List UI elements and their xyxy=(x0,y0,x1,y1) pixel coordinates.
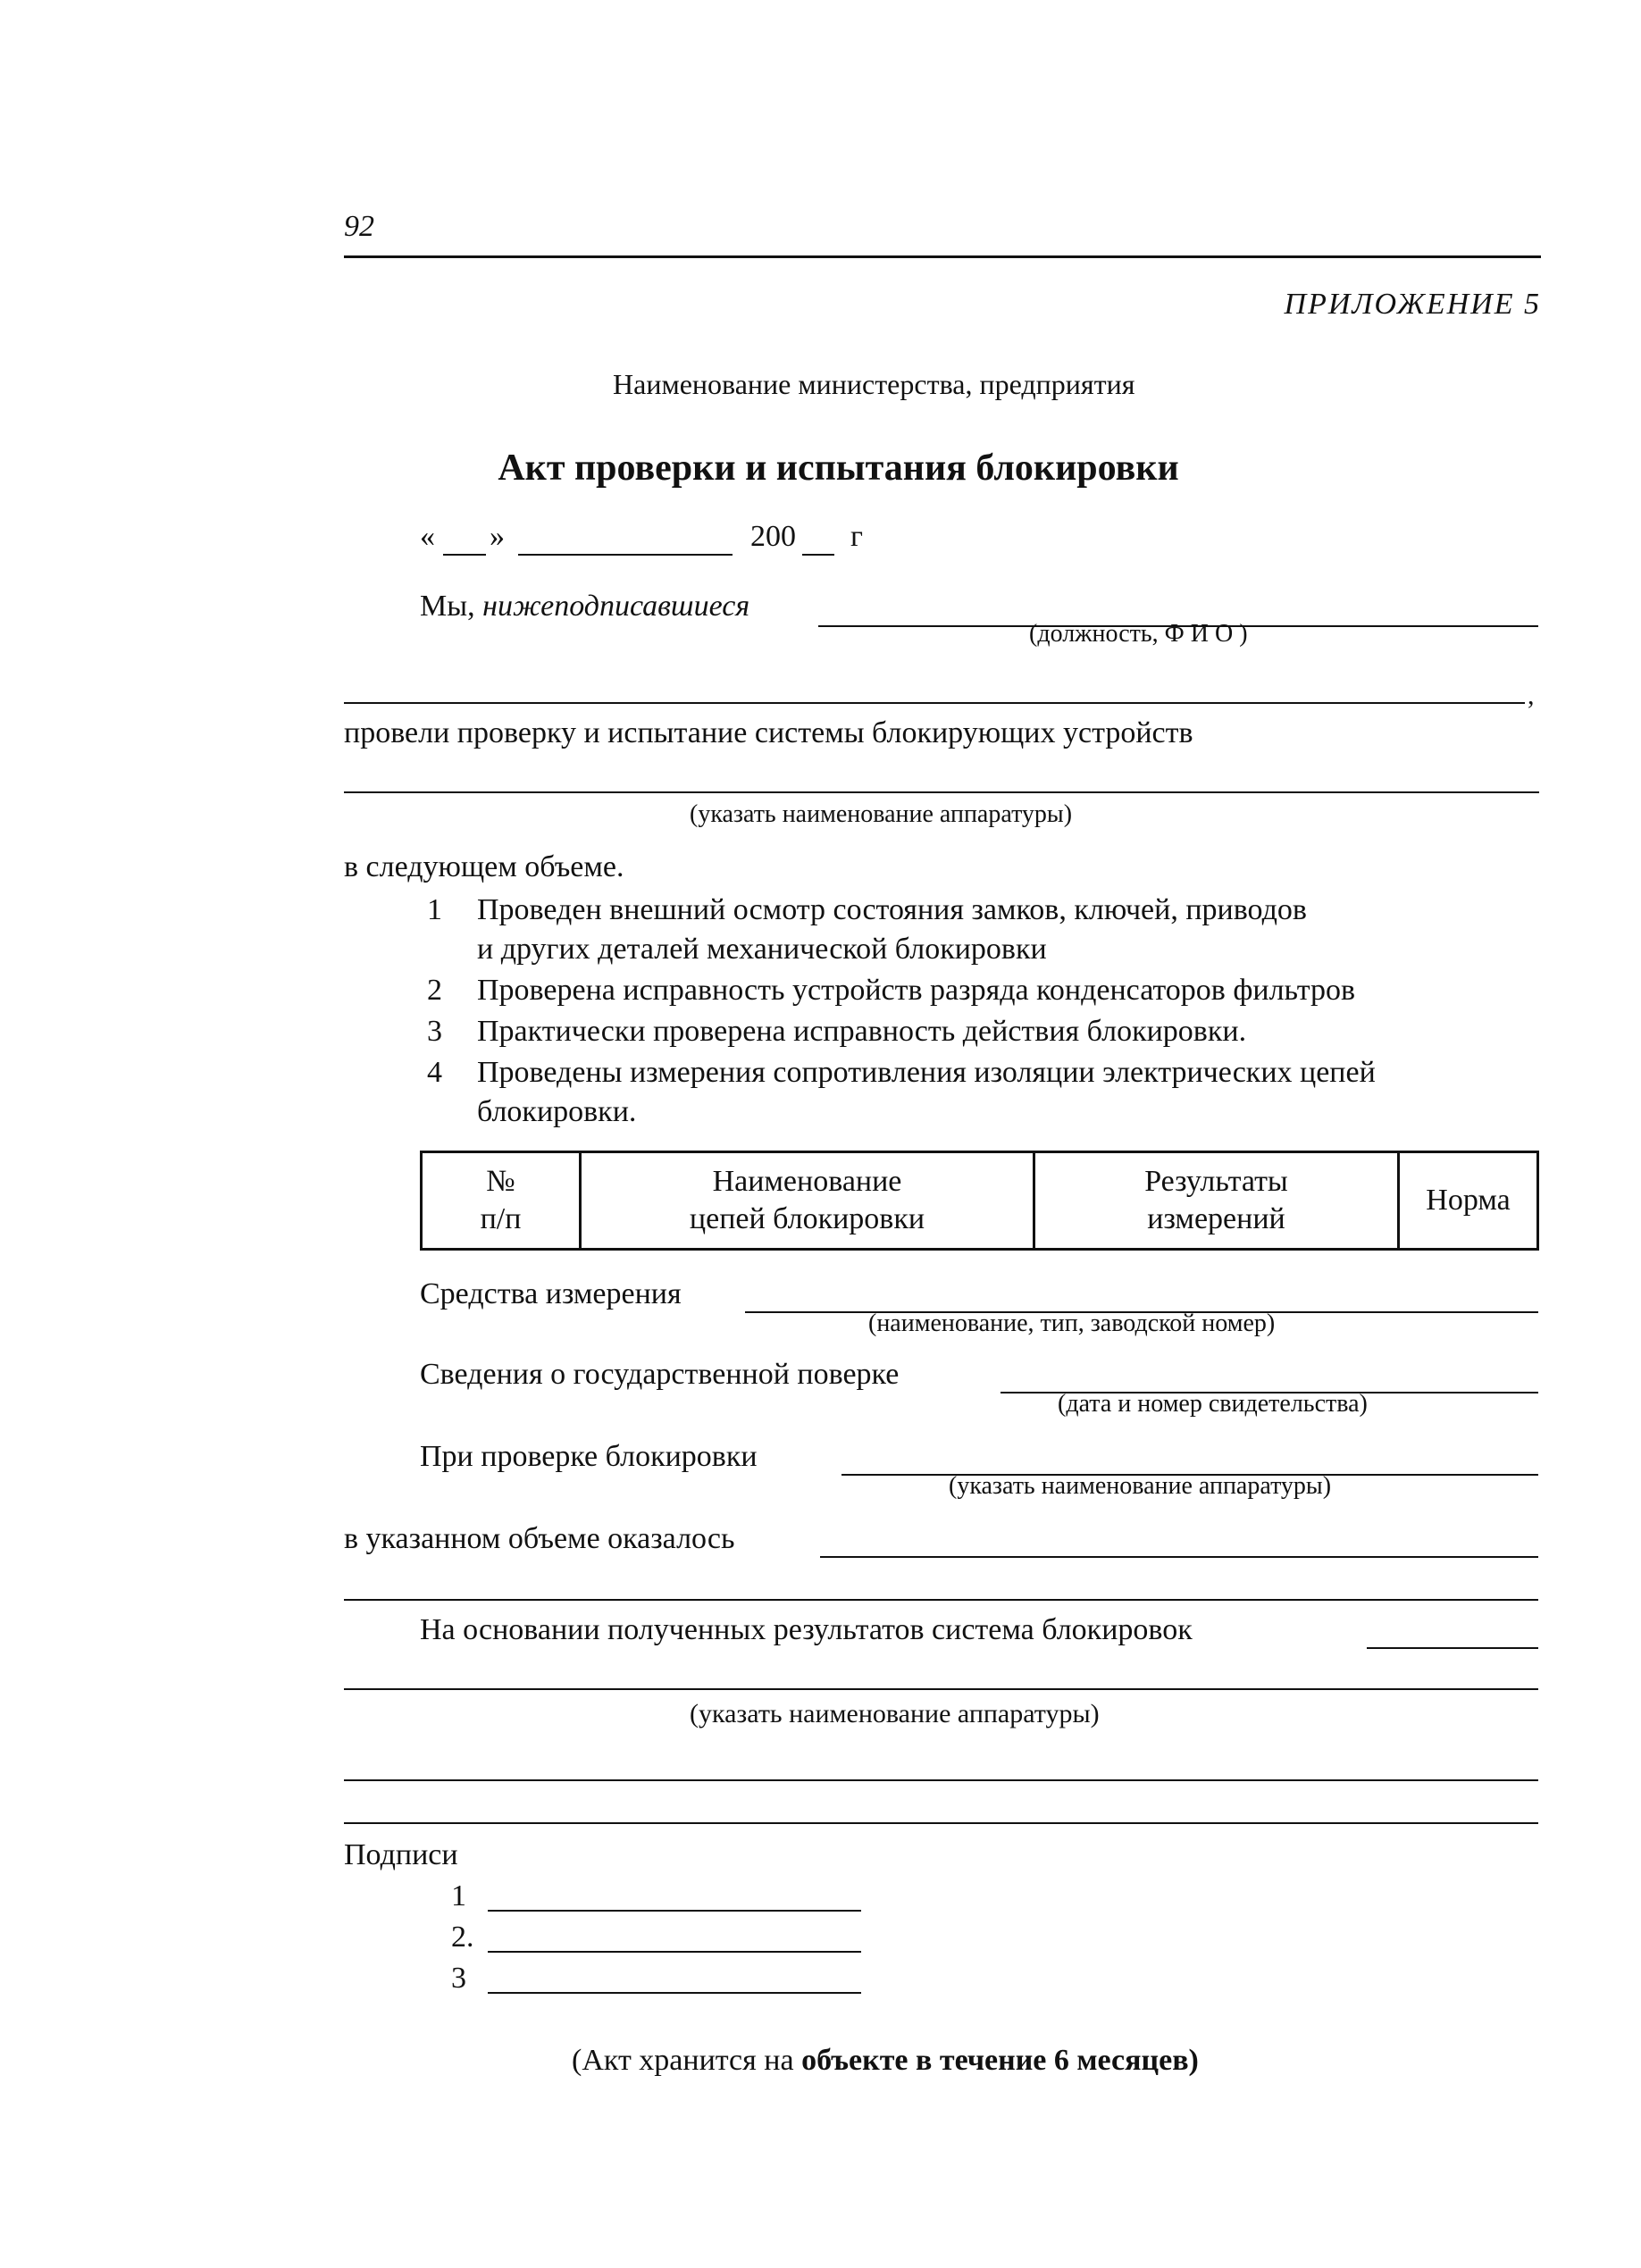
storage-note xyxy=(572,2044,1199,2078)
signature-field-1[interactable] xyxy=(488,1910,861,1912)
date-close-quote: » xyxy=(490,520,505,553)
conclusion-hint: (указать наименование аппаратуры) xyxy=(690,1699,1100,1728)
verification-hint: (дата и номер свидетельства) xyxy=(1058,1390,1368,1418)
signature-field-2[interactable] xyxy=(488,1951,861,1953)
conducted-text: провели проверку и испытание системы блокирующих устройств xyxy=(344,716,1193,749)
signature-field-3[interactable] xyxy=(488,1992,861,1994)
document-title: Акт проверки и испытания блокировки xyxy=(498,448,1179,489)
col-circuits-header: Наименование цепей блокировки xyxy=(581,1152,1034,1250)
storage-note-plain: (Акт хранится на xyxy=(572,2044,802,2077)
participants-hint: (должность, Ф И О ) xyxy=(1029,620,1248,648)
signature-number: 1 xyxy=(451,1879,466,1912)
conclusion-field-3[interactable] xyxy=(344,1779,1538,1781)
equipment-hint: (указать наименование аппаратуры) xyxy=(690,800,1073,828)
signature-number: 3 xyxy=(451,1962,466,1995)
date-open-quote: « xyxy=(420,520,435,553)
measuring-tools-label: Средства измерения xyxy=(420,1277,682,1310)
year-suffix: г xyxy=(850,520,863,553)
list-item-text: Проведены измерения сопротивления изоляции электрических цепей xyxy=(477,1056,1376,1089)
result-field-2[interactable] xyxy=(344,1599,1538,1601)
list-item-text: Проверена исправность устройств разряда конденсаторов фильтров xyxy=(477,974,1356,1007)
header-rule xyxy=(344,255,1541,258)
conclusion-field-4[interactable] xyxy=(344,1822,1538,1824)
signature-number: 2. xyxy=(451,1921,474,1954)
month-field[interactable] xyxy=(518,554,733,556)
col-number-header: № п/п xyxy=(422,1152,581,1250)
day-field[interactable] xyxy=(443,554,486,556)
list-item-text: блокировки. xyxy=(477,1095,637,1128)
lock-check-label: При проверке блокировки xyxy=(420,1440,758,1473)
appendix-label: ПРИЛОЖЕНИЕ 5 xyxy=(1284,288,1541,321)
participants-field-2[interactable] xyxy=(344,702,1525,704)
ministry-label: Наименование министерства, предприятия xyxy=(613,368,1135,400)
list-item-number: 3 xyxy=(427,1015,442,1048)
year-prefix: 200 xyxy=(750,520,796,553)
measuring-tools-hint: (наименование, тип, заводской номер) xyxy=(868,1310,1276,1337)
result-field[interactable] xyxy=(820,1556,1538,1558)
lock-check-hint: (указать наименование аппаратуры) xyxy=(949,1472,1332,1500)
conclusion-field[interactable] xyxy=(1367,1647,1538,1649)
list-item-number: 4 xyxy=(427,1056,442,1089)
list-item-text: Проведен внешний осмотр состояния замков, ключей, приводов xyxy=(477,893,1307,926)
list-item-number: 1 xyxy=(427,893,442,926)
conclusion-field-2[interactable] xyxy=(344,1688,1538,1690)
verification-label: Сведения о государственной поверке xyxy=(420,1358,900,1391)
storage-note-bold: объекте в течение 6 месяцев) xyxy=(801,2044,1199,2077)
participants-label xyxy=(420,590,749,623)
list-item-number: 2 xyxy=(427,974,442,1007)
signatures-label: Подписи xyxy=(344,1838,458,1871)
conclusion-label: На основании полученных результатов система блокировок xyxy=(420,1613,1193,1646)
participants-comma: , xyxy=(1528,681,1535,710)
equipment-field[interactable] xyxy=(344,791,1539,793)
scope-intro: в следующем объеме. xyxy=(344,850,624,883)
col-results-header: Результаты измерений xyxy=(1034,1152,1399,1250)
page-number: 92 xyxy=(344,210,374,243)
participants-prefix: Мы, xyxy=(420,590,483,623)
year-field[interactable] xyxy=(802,554,834,556)
result-label: в указанном объеме оказалось xyxy=(344,1522,735,1555)
table-header-row xyxy=(422,1152,1538,1250)
col-norm-header: Норма xyxy=(1399,1152,1538,1250)
list-item-text: и других деталей механической блокировки xyxy=(477,933,1047,966)
participants-italic: нижеподписавшиеся xyxy=(482,590,750,623)
measurement-table xyxy=(420,1151,1539,1251)
list-item-text: Практически проверена исправность действия блокировки. xyxy=(477,1015,1247,1048)
